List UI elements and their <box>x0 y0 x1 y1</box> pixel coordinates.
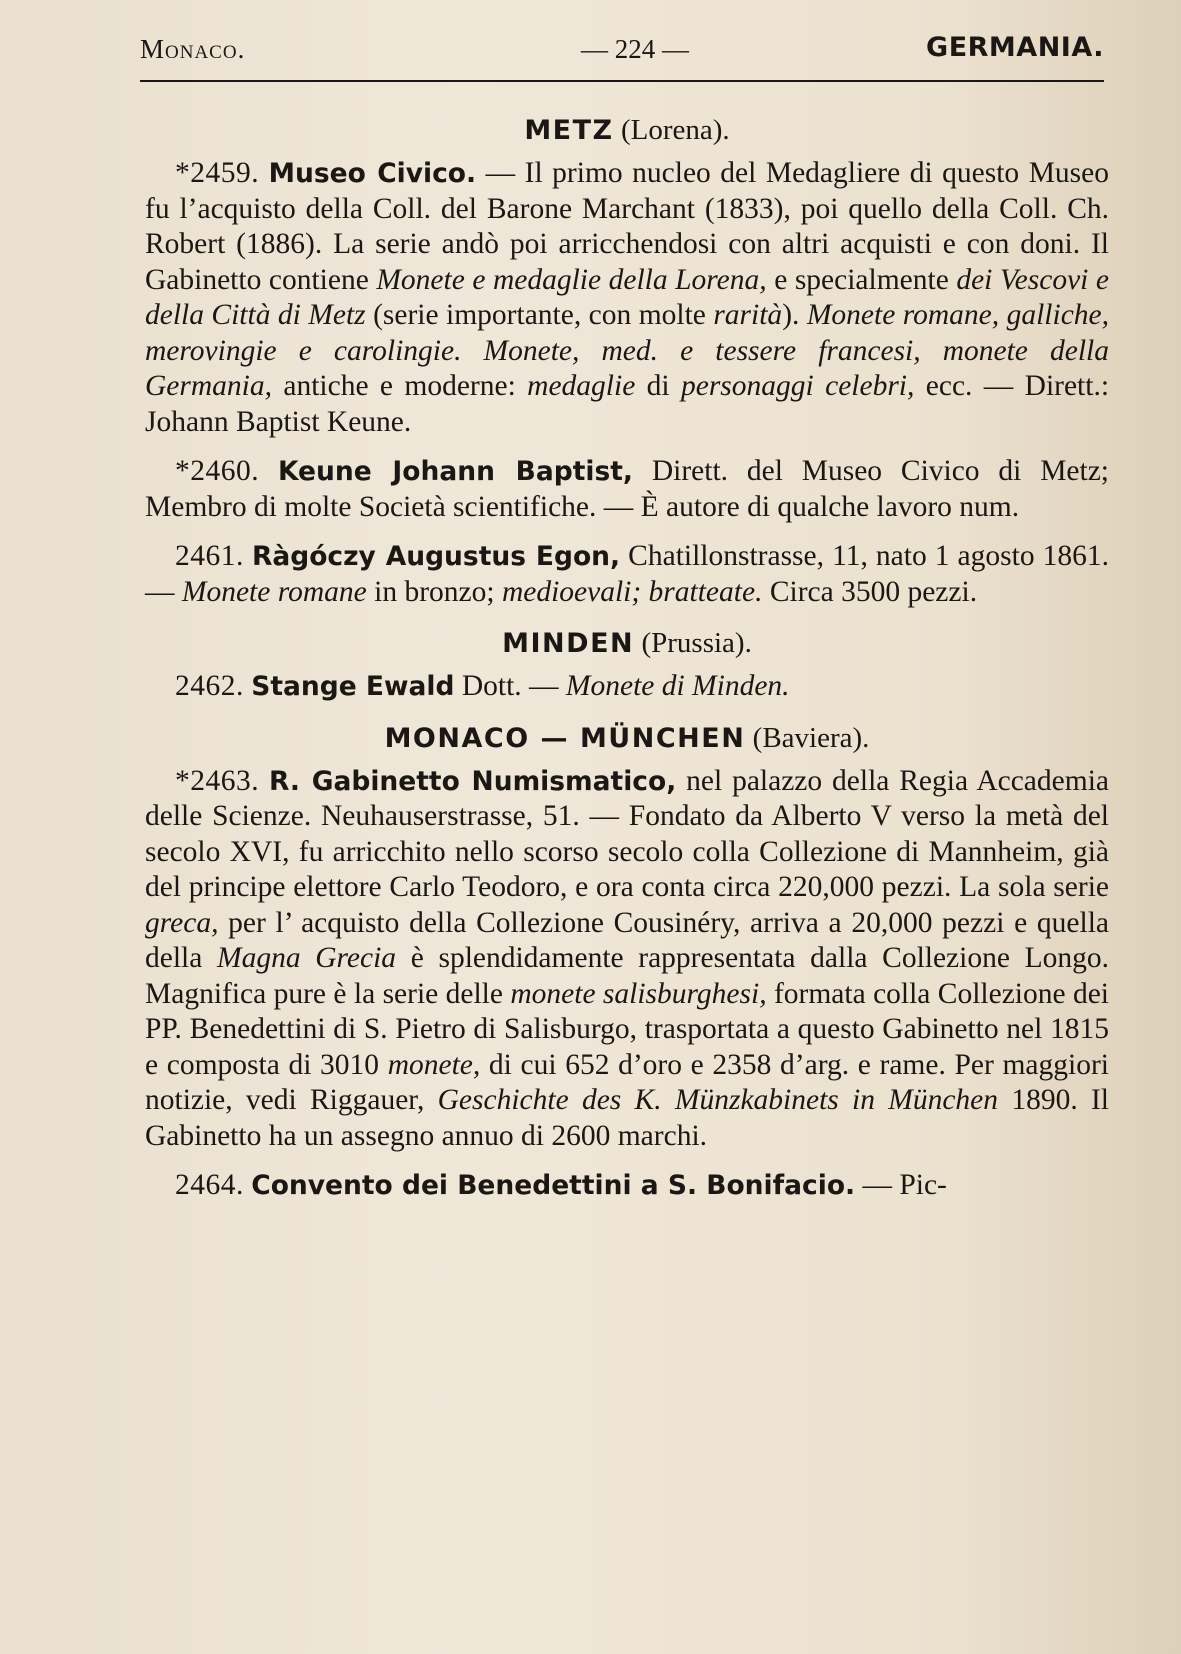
section-city: MINDEN <box>502 628 635 659</box>
entry-text: 1890. Il Gabinetto ha un assegno annuo di 2600 marchi. <box>145 1084 1109 1152</box>
entry-text: Dirett. del Museo Civico di Metz; Membro di molte Società scientifiche. — È autore di qualche lavoro num. <box>145 455 1110 523</box>
entry-number: 2462. <box>175 670 244 702</box>
entry-italic-text: Monete romane, galliche, merovingie e carolingie. Monete, med. e tessere francesi, monete della Germania, <box>145 299 1110 402</box>
catalog-entry <box>145 764 1109 1155</box>
entry-title: Keune Johann Baptist, <box>277 456 633 487</box>
entry-italic-text: medaglie <box>527 370 636 402</box>
catalog-entry <box>145 669 1109 705</box>
catalog-entry <box>145 1168 1109 1204</box>
entry-number: *2460. <box>175 455 260 487</box>
running-head-left: Monaco. <box>140 34 246 64</box>
entry-italic-text: Monete di Minden. <box>565 670 790 702</box>
entry-italic-text: monete salisburghesi, <box>510 977 767 1010</box>
entry-number: 2464. <box>175 1169 244 1201</box>
section-heading <box>145 624 1109 663</box>
entry-number: *2459. <box>175 157 260 189</box>
entry-title: Ràgóczy Augustus Egon, <box>251 541 621 572</box>
entry-italic-text: medioevali; bratteate. <box>501 575 763 608</box>
entry-italic-text: personaggi celebri, <box>680 370 915 402</box>
entry-text: ). <box>782 299 807 331</box>
entry-text: di cui 652 d’oro e 2358 d’arg. e rame. Per maggiori notizie, vedi Riggauer, <box>145 1048 1109 1116</box>
catalog-entry <box>145 539 1109 610</box>
section-region: (Baviera). <box>752 721 870 754</box>
entry-text: è splendidamente rappresentata dalla Collezione Longo. Magnifica pure è la serie delle <box>145 942 1109 1010</box>
entry-text: Circa 3500 pezzi. <box>762 575 978 608</box>
entry-italic-text: monete, <box>387 1048 481 1081</box>
catalog-entry <box>145 156 1109 440</box>
entry-text: nel palazzo della Regia Accademia delle Scienze. Neuhauserstrasse, 51. — Fondato da Alberto V verso la metà del secolo XVI, fu arricchito nello scorso secolo colla Collezione di Mannheim, già del principe elettore Carlo Teodoro, e ora conta circa 220,000 pezzi. La sola serie <box>145 764 1109 903</box>
entry-text: Dott. — <box>454 670 566 702</box>
entry-title: Stange Ewald <box>251 671 455 702</box>
entry-number: 2461. <box>175 540 244 572</box>
entry-italic-text: rarità <box>713 299 783 331</box>
page-body <box>145 105 1109 1218</box>
entry-text: — Il primo nucleo del Medagliere di questo Museo fu l’acquisto della Coll. del Barone Marchant (1833), poi quello della Coll. Ch. Robert (1886). La serie andò poi arricchendosi con altri acquisti e con doni. Il Gabinetto contiene <box>145 157 1110 296</box>
entry-text: ecc. — Dirett.: Johann Baptist Keune. <box>145 370 1110 438</box>
section-heading <box>145 719 1109 758</box>
entry-number: *2463. <box>175 764 260 797</box>
entry-text: formata colla Collezione dei PP. Benedettini di S. Pietro di Salisburgo, trasportata a questo Gabinetto nel 1815 e composta di 3010 <box>145 977 1110 1081</box>
entry-italic-text: greca, <box>145 906 219 939</box>
entry-text: per l’ acquisto della Collezione Cousinéry, arriva a 20,000 pezzi e quella della <box>145 906 1109 974</box>
entry-text: di <box>635 370 681 402</box>
entry-text: Chatillonstrasse, 11, nato 1 agosto 1861. — <box>145 540 1109 608</box>
page-number: — 224 — <box>581 34 689 64</box>
running-head-right: GERMANIA. <box>926 32 1104 63</box>
entry-italic-text: Magna Grecia <box>217 942 397 974</box>
header-rule <box>140 80 1104 82</box>
entry-text: antiche e moderne: <box>272 370 528 402</box>
entry-text: (serie importante, con molte <box>365 299 714 331</box>
entry-italic-text: Monete e medaglie della Lorena, <box>376 263 767 296</box>
section-region: (Prussia). <box>641 627 752 659</box>
entry-italic-text: dei Vescovi e della Città di Metz <box>145 263 1110 331</box>
entry-title: R. Gabinetto Numismatico, <box>269 765 677 797</box>
entry-italic-text: Geschichte des K. Münzkabinets in München <box>437 1084 999 1116</box>
entry-italic-text: Monete romane <box>181 575 367 608</box>
section-city: MONACO — MÜNCHEN <box>384 722 746 754</box>
section-city: METZ <box>524 115 614 146</box>
entry-text: — Pic- <box>855 1169 947 1201</box>
page-header <box>140 30 1104 72</box>
catalog-entry <box>145 454 1109 525</box>
entry-text: in bronzo; <box>366 575 502 608</box>
entry-title: Museo Civico. <box>268 158 477 189</box>
section-heading <box>145 111 1109 150</box>
entry-title: Convento dei Benedettini a S. Bonifacio. <box>251 1170 856 1201</box>
entry-text: e specialmente <box>766 263 957 296</box>
section-region: (Lorena). <box>621 114 730 146</box>
